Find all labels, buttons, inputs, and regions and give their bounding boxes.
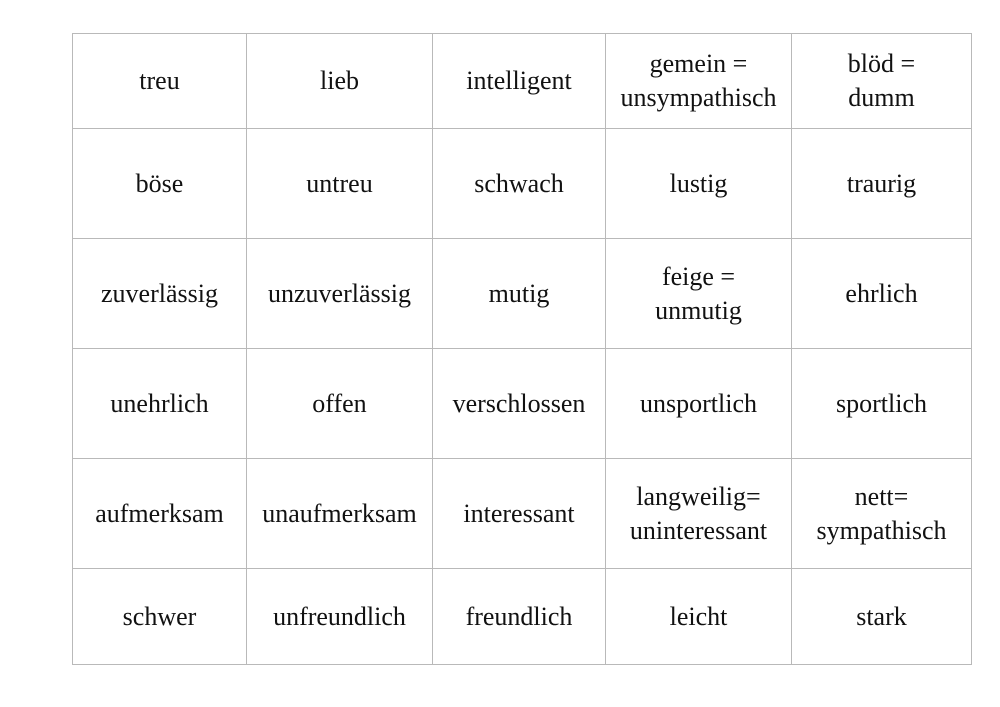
word-cell: unsportlich bbox=[606, 349, 792, 459]
word-cell: stark bbox=[792, 569, 972, 665]
word-cell: treu bbox=[73, 34, 247, 129]
word-cell: unfreundlich bbox=[247, 569, 433, 665]
word-cell: traurig bbox=[792, 129, 972, 239]
grid-row bbox=[73, 239, 972, 349]
word-cell: feige = unmutig bbox=[606, 239, 792, 349]
word-cell: intelligent bbox=[433, 34, 606, 129]
word-cell: lustig bbox=[606, 129, 792, 239]
word-cell: unehrlich bbox=[73, 349, 247, 459]
word-cell: aufmerksam bbox=[73, 459, 247, 569]
word-cell: lieb bbox=[247, 34, 433, 129]
word-cell: schwach bbox=[433, 129, 606, 239]
word-cell: schwer bbox=[73, 569, 247, 665]
word-cell: leicht bbox=[606, 569, 792, 665]
word-cell: freundlich bbox=[433, 569, 606, 665]
word-cell: unzuverlässig bbox=[247, 239, 433, 349]
grid-row bbox=[73, 569, 972, 665]
word-cell: blöd = dumm bbox=[792, 34, 972, 129]
vocabulary-grid bbox=[72, 33, 972, 665]
word-cell: untreu bbox=[247, 129, 433, 239]
grid-row bbox=[73, 459, 972, 569]
word-cell: sportlich bbox=[792, 349, 972, 459]
word-cell: gemein = unsympathisch bbox=[606, 34, 792, 129]
word-cell: unaufmerksam bbox=[247, 459, 433, 569]
grid-row bbox=[73, 349, 972, 459]
word-cell: ehrlich bbox=[792, 239, 972, 349]
grid-row bbox=[73, 34, 972, 129]
grid-row bbox=[73, 129, 972, 239]
word-cell: mutig bbox=[433, 239, 606, 349]
word-cell: böse bbox=[73, 129, 247, 239]
word-cell: langweilig= uninteressant bbox=[606, 459, 792, 569]
word-cell: interessant bbox=[433, 459, 606, 569]
word-cell: verschlossen bbox=[433, 349, 606, 459]
word-cell: nett= sympathisch bbox=[792, 459, 972, 569]
word-cell: zuverlässig bbox=[73, 239, 247, 349]
word-cell: offen bbox=[247, 349, 433, 459]
